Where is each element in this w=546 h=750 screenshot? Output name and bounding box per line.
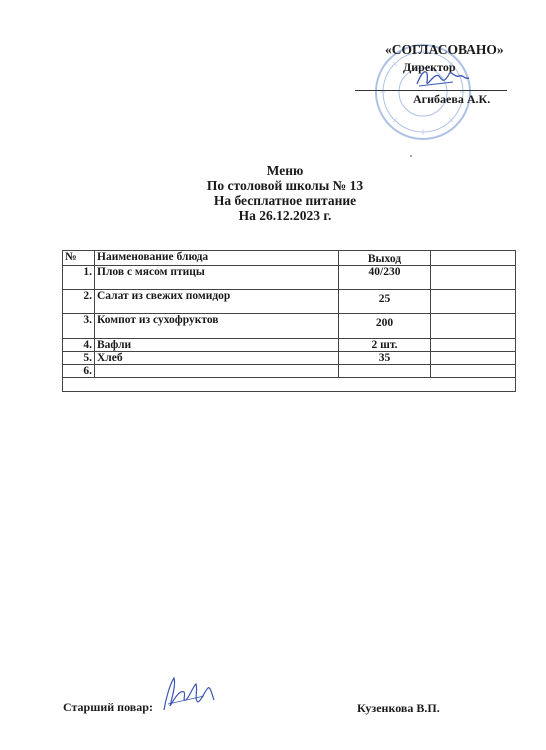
row-output: 40/230 [339, 266, 431, 290]
chef-signature [158, 670, 218, 715]
row-extra [431, 266, 516, 290]
chef-label: Старший повар: [63, 700, 153, 714]
col-header-dish: Наименование блюда [95, 251, 339, 266]
table-row [63, 290, 516, 314]
row-dish-name: Хлеб [95, 352, 339, 365]
row-dish-name [95, 365, 339, 378]
heading-type: На бесплатное питание [213, 193, 357, 208]
col-header-output: Выход [339, 251, 431, 266]
row-number: 3. [63, 314, 95, 339]
row-output: 35 [339, 352, 431, 365]
menu-table [62, 250, 516, 392]
row-output: 2 шт. [339, 339, 431, 352]
row-extra [431, 314, 516, 339]
row-number: 1. [63, 266, 95, 290]
approval-title: «СОГЛАСОВАНО» [385, 42, 504, 57]
table-header-row [63, 251, 516, 266]
row-extra [431, 365, 516, 378]
row-dish-name: Компот из сухофруктов [95, 314, 339, 339]
approval-block [355, 40, 530, 160]
table-row [63, 314, 516, 339]
col-header-extra [431, 251, 516, 266]
row-dish-name: Плов с мясом птицы [95, 266, 339, 290]
row-extra [431, 290, 516, 314]
row-dish-name: Вафли [95, 339, 339, 352]
row-number: 5. [63, 352, 95, 365]
row-output: 25 [339, 290, 431, 314]
row-extra [431, 339, 516, 352]
heading-date: На 26.12.2023 г. [238, 208, 332, 223]
table-row [63, 352, 516, 365]
row-dish-name: Салат из свежих помидор [95, 290, 339, 314]
row-number: 4. [63, 339, 95, 352]
table-row [63, 365, 516, 378]
menu-heading [170, 163, 400, 223]
scan-speck [410, 155, 412, 157]
approver-name: Агибаева А.К. [413, 92, 491, 106]
table-row [63, 266, 516, 290]
director-signature [413, 62, 473, 92]
row-output: 200 [339, 314, 431, 339]
heading-title: Меню [266, 163, 304, 178]
row-blank [63, 378, 516, 392]
chef-name: Кузенкова В.П. [357, 701, 440, 715]
row-number: 6. [63, 365, 95, 378]
heading-school: По столовой школы № 13 [206, 178, 364, 193]
table-row [63, 339, 516, 352]
row-output [339, 365, 431, 378]
approval-role: Директор [403, 60, 456, 74]
row-extra [431, 352, 516, 365]
row-number: 2. [63, 290, 95, 314]
table-row [63, 378, 516, 392]
col-header-number: № [63, 251, 95, 266]
signature-line [355, 90, 507, 91]
